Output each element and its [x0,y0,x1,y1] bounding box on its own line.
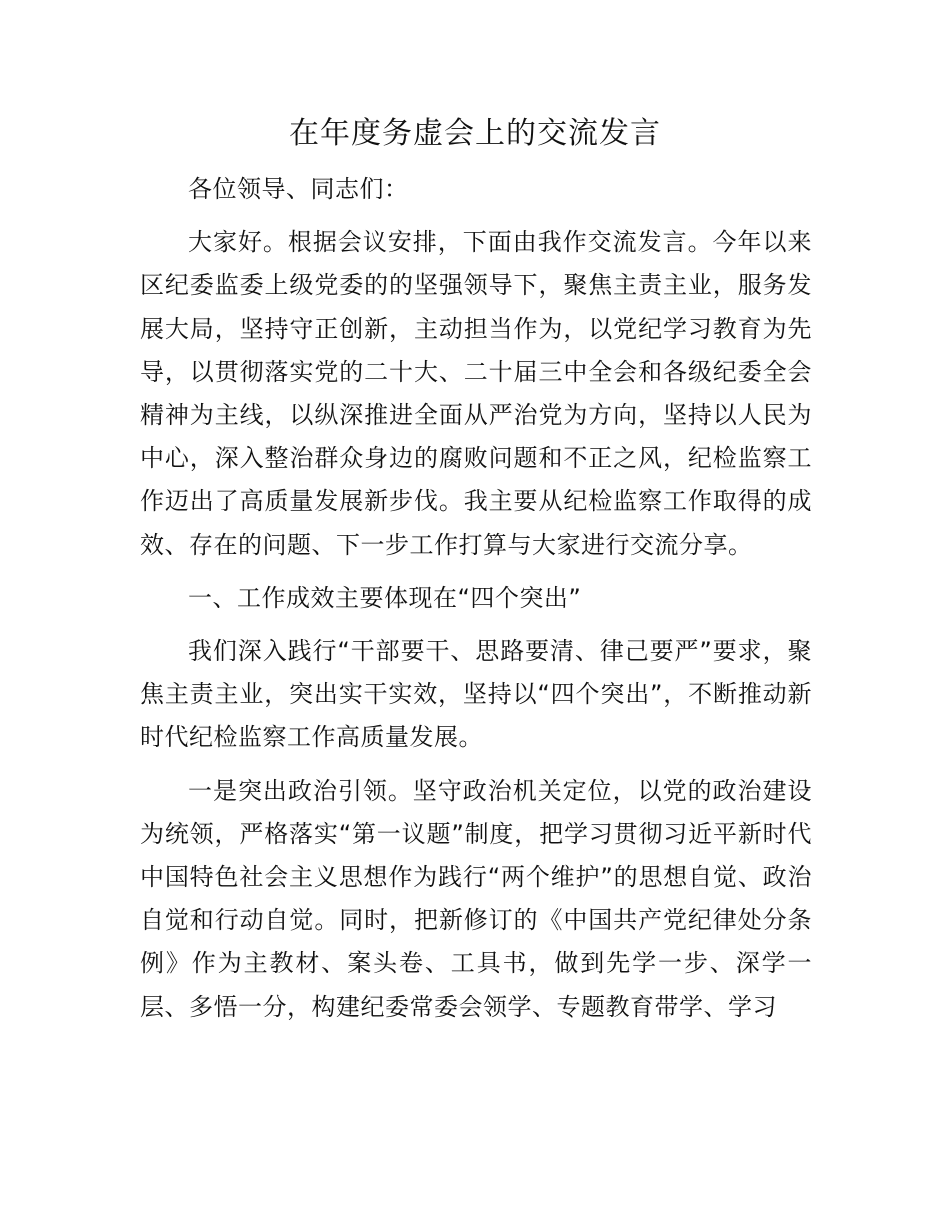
paragraph-intro: 大家好。根据会议安排，下面由我作交流发言。今年以来区纪委监委上级党委的的坚强领导下，聚焦主责主业，服务发展大局，坚持守正创新，主动担当作为，以党纪学习教育为先导，以贯彻落实党的二十大、二十届三中全会和各级纪委全会精神为主线，以纵深推进全面从严治党为方向，坚持以人民为中心，深入整治群众身边的腐败问题和不正之风，纪检监察工作迈出了高质量发展新步伐。我主要从纪检监察工作取得的成效、存在的问题、下一步工作打算与大家进行交流分享。 [140,228,812,559]
document-title: 在年度务虚会上的交流发言 [289,116,661,151]
paragraph-overview: 我们深入践行“干部要干、思路要清、律己要严”要求，聚焦主责主业，突出实干实效，坚持以“四个突出”，不断推动新时代纪检监察工作高质量发展。 [140,637,812,752]
salutation: 各位领导、同志们： [188,175,409,203]
document-body [140,168,812,1039]
section-heading: 一、工作成效主要体现在“四个突出” [188,583,582,612]
paragraph-political-leadership: 一是突出政治引领。坚守政治机关定位，以党的政治建设为统领，严格落实“第一议题”制度，把学习贯彻习近平新时代中国特色社会主义思想作为践行“两个维护”的思想自觉、政治自觉和行动自觉。同时，把新修订的《中国共产党纪律处分条例》作为主教材、案头卷、工具书，做到先学一步、深学一层、多悟一分，构建纪委常委会领学、专题教育带学、学习 [140,776,812,1021]
